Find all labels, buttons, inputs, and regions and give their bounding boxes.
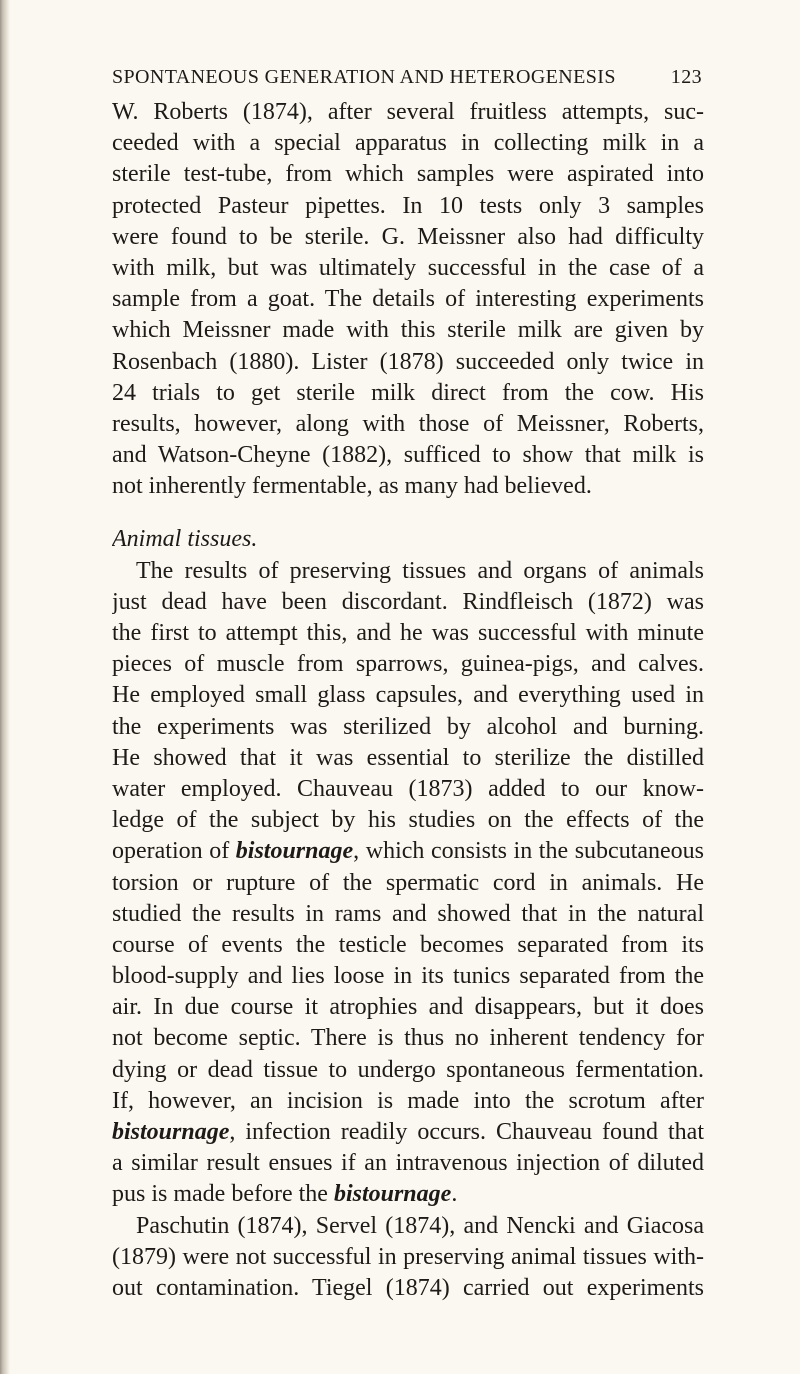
text-line: pieces of muscle from sparrows, guinea-pigs, and calves.: [112, 651, 704, 678]
text-line: and Watson-Cheyne (1882), sufficed to show that milk is: [112, 442, 704, 469]
text-line: air. In due course it atrophies and disappears, but it does: [112, 994, 704, 1021]
text-line: [112, 1179, 704, 1210]
text-line: a similar result ensues if an intravenous injection of diluted: [112, 1150, 704, 1177]
text-line: dying or dead tissue to undergo spontaneous fermentation.: [112, 1056, 704, 1083]
text-line: The results of preserving tissues and organs of animals: [136, 557, 704, 584]
text-line: torsion or rupture of the spermatic cord in animals. He: [112, 869, 704, 896]
text-line: Paschutin (1874), Servel (1874), and Nencki and Giacosa: [136, 1212, 704, 1239]
paragraph-animal-tissues: [112, 556, 704, 1211]
text-line: the experiments was sterilized by alcohol and burning.: [112, 713, 704, 740]
text-line: sample from a goat. The details of interesting experiments: [112, 286, 704, 313]
text-line: If, however, an incision is made into the scrotum after: [112, 1087, 704, 1114]
text-line: ceeded with a special apparatus in collecting milk in a: [112, 130, 704, 157]
page-gutter-shadow: [0, 0, 10, 1374]
text-line: [112, 1117, 704, 1148]
text-fragment: operation of: [112, 838, 236, 865]
text-line: 24 trials to get sterile milk direct from the cow. His: [112, 379, 704, 406]
text-line: just dead have been discordant. Rindfleisch (1872) was: [112, 588, 704, 615]
text-line: were found to be sterile. G. Meissner also had difficulty: [112, 223, 704, 250]
text-line: out contamination. Tiegel (1874) carried out experiments: [112, 1274, 704, 1301]
text-line: the first to attempt this, and he was successful with minute: [112, 620, 704, 646]
text-fragment: , which consists in the subcutaneous: [353, 838, 704, 865]
text-line: Rosenbach (1880). Lister (1878) succeeded only twice in: [112, 348, 704, 375]
running-head-title: SPONTANEOUS GENERATION AND HETEROGENESIS: [112, 66, 616, 88]
text-line: He employed small glass capsules, and everything used in: [112, 682, 704, 709]
text-line: water employed. Chauveau (1873) added to our know-: [112, 775, 704, 802]
text-line: He showed that it was essential to sterilize the distilled: [112, 744, 704, 771]
text-line: blood-supply and lies loose in its tunics separated from the: [112, 963, 704, 990]
text-fragment: , infection readily occurs. Chauveau found that: [229, 1119, 704, 1145]
text-line: with milk, but was ultimately successful in the case of a: [112, 254, 704, 281]
text-line: sterile test-tube, from which samples were aspirated into: [112, 161, 704, 188]
text-line: course of events the testicle becomes separated from its: [112, 931, 704, 958]
text-line: protected Pasteur pipettes. In 10 tests only 3 samples: [112, 192, 704, 219]
text-line: W. Roberts (1874), after several fruitless attempts, suc-: [112, 99, 704, 125]
text-fragment: .: [451, 1181, 458, 1208]
text-line: not inherently fermentable, as many had believed.: [112, 473, 592, 500]
paragraph-milk: [112, 97, 704, 502]
italic-term: bistournage: [333, 1181, 452, 1208]
italic-term: bistournage: [235, 838, 354, 865]
section-heading: Animal tissues.: [112, 526, 258, 553]
text-fragment: pus is made before the: [112, 1181, 334, 1208]
text-line: [112, 836, 704, 867]
text-line: studied the results in rams and showed that in the natural: [112, 900, 704, 927]
italic-term: bistournage: [112, 1119, 230, 1145]
text-line: (1879) were not successful in preserving animal tissues with-: [112, 1243, 704, 1270]
paragraph-paschutin: [112, 1211, 704, 1305]
body-text: [112, 97, 704, 1304]
text-line: results, however, along with those of Meissner, Roberts,: [112, 410, 704, 437]
page-number: 123: [670, 66, 702, 88]
text-line: ledge of the subject by his studies on the effects of the: [112, 807, 704, 834]
text-line: which Meissner made with this sterile milk are given by: [112, 317, 704, 344]
running-head: [112, 66, 702, 89]
text-line: not become septic. There is thus no inherent tendency for: [112, 1025, 704, 1052]
